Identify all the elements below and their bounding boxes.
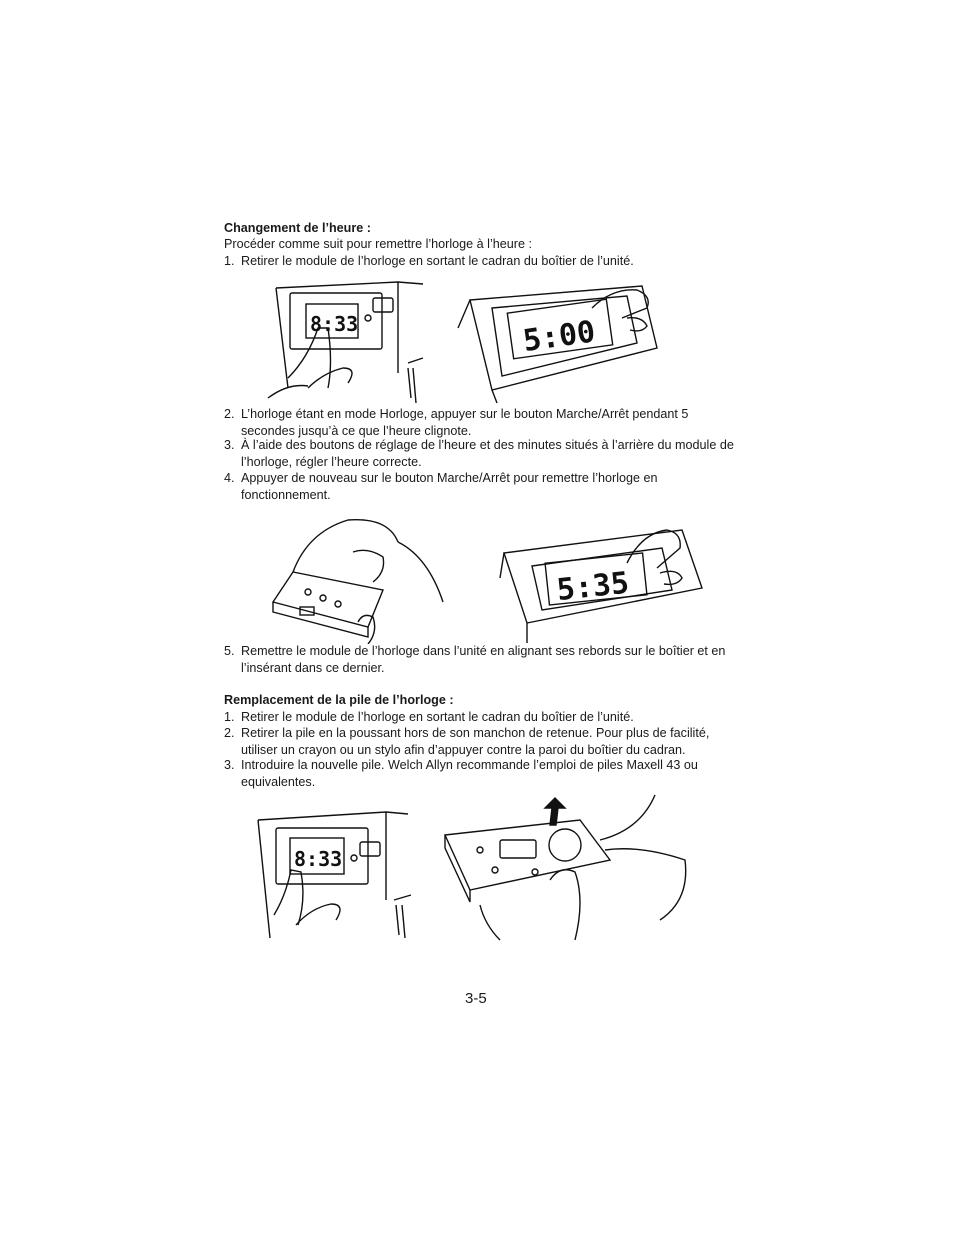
list-item: 2. Retirer la pile en la poussant hors de son manchon de retenue. Pour plus de facilité, utiliser un crayon ou un stylo afin d’appuyer contre la paroi du boîtier du cadran. bbox=[224, 726, 710, 757]
illustration-remove-battery bbox=[440, 790, 695, 942]
illustration-set-time-buttons bbox=[268, 512, 448, 644]
illustration-clock-running bbox=[492, 518, 707, 643]
section-heading-battery-replacement: Remplacement de la pile de l’horloge : bbox=[224, 693, 454, 707]
illustration-remove-clock-module-battery bbox=[236, 800, 436, 940]
list-item: 5. Remettre le module de l’horloge dans l’unité en alignant ses rebords sur le boîtier et en l’insérant dans ce dernier. bbox=[224, 644, 726, 675]
arrow-up-icon bbox=[545, 798, 565, 825]
clock-display: 8:33 bbox=[294, 847, 343, 871]
illustration-remove-clock-module bbox=[248, 268, 448, 408]
list-item: 3. À l’aide des boutons de réglage de l’heure et des minutes situés à l’arrière du module de l’horloge, régler l’heure correcte. bbox=[224, 438, 734, 469]
list-item: 2. L’horloge étant en mode Horloge, appuyer sur le bouton Marche/Arrêt pendant 5 secondes jusqu’à ce que l’heure clignote. bbox=[224, 407, 689, 438]
list-item: 1. Retirer le module de l’horloge en sortant le cadran du boîtier de l’unité. bbox=[224, 710, 634, 724]
clock-display: 5:35 bbox=[555, 565, 631, 609]
illustration-clock-in-unit bbox=[452, 278, 667, 408]
section-heading-time-setting: Changement de l’heure : bbox=[224, 221, 371, 235]
list-item: 4. Appuyer de nouveau sur le bouton Marche/Arrêt pour remettre l’horloge en fonctionnement. bbox=[224, 471, 658, 502]
clock-display: 8:33 bbox=[310, 312, 359, 336]
clock-display: 5:00 bbox=[520, 314, 598, 360]
list-item: 1. Retirer le module de l’horloge en sortant le cadran du boîtier de l’unité. bbox=[224, 254, 634, 268]
section-intro: Procéder comme suit pour remettre l’horloge à l’heure : bbox=[224, 237, 532, 251]
page-number: 3-5 bbox=[465, 990, 487, 1007]
list-item: 3. Introduire la nouvelle pile. Welch Allyn recommande l’emploi de piles Maxell 43 ou equivalentes. bbox=[224, 758, 698, 789]
